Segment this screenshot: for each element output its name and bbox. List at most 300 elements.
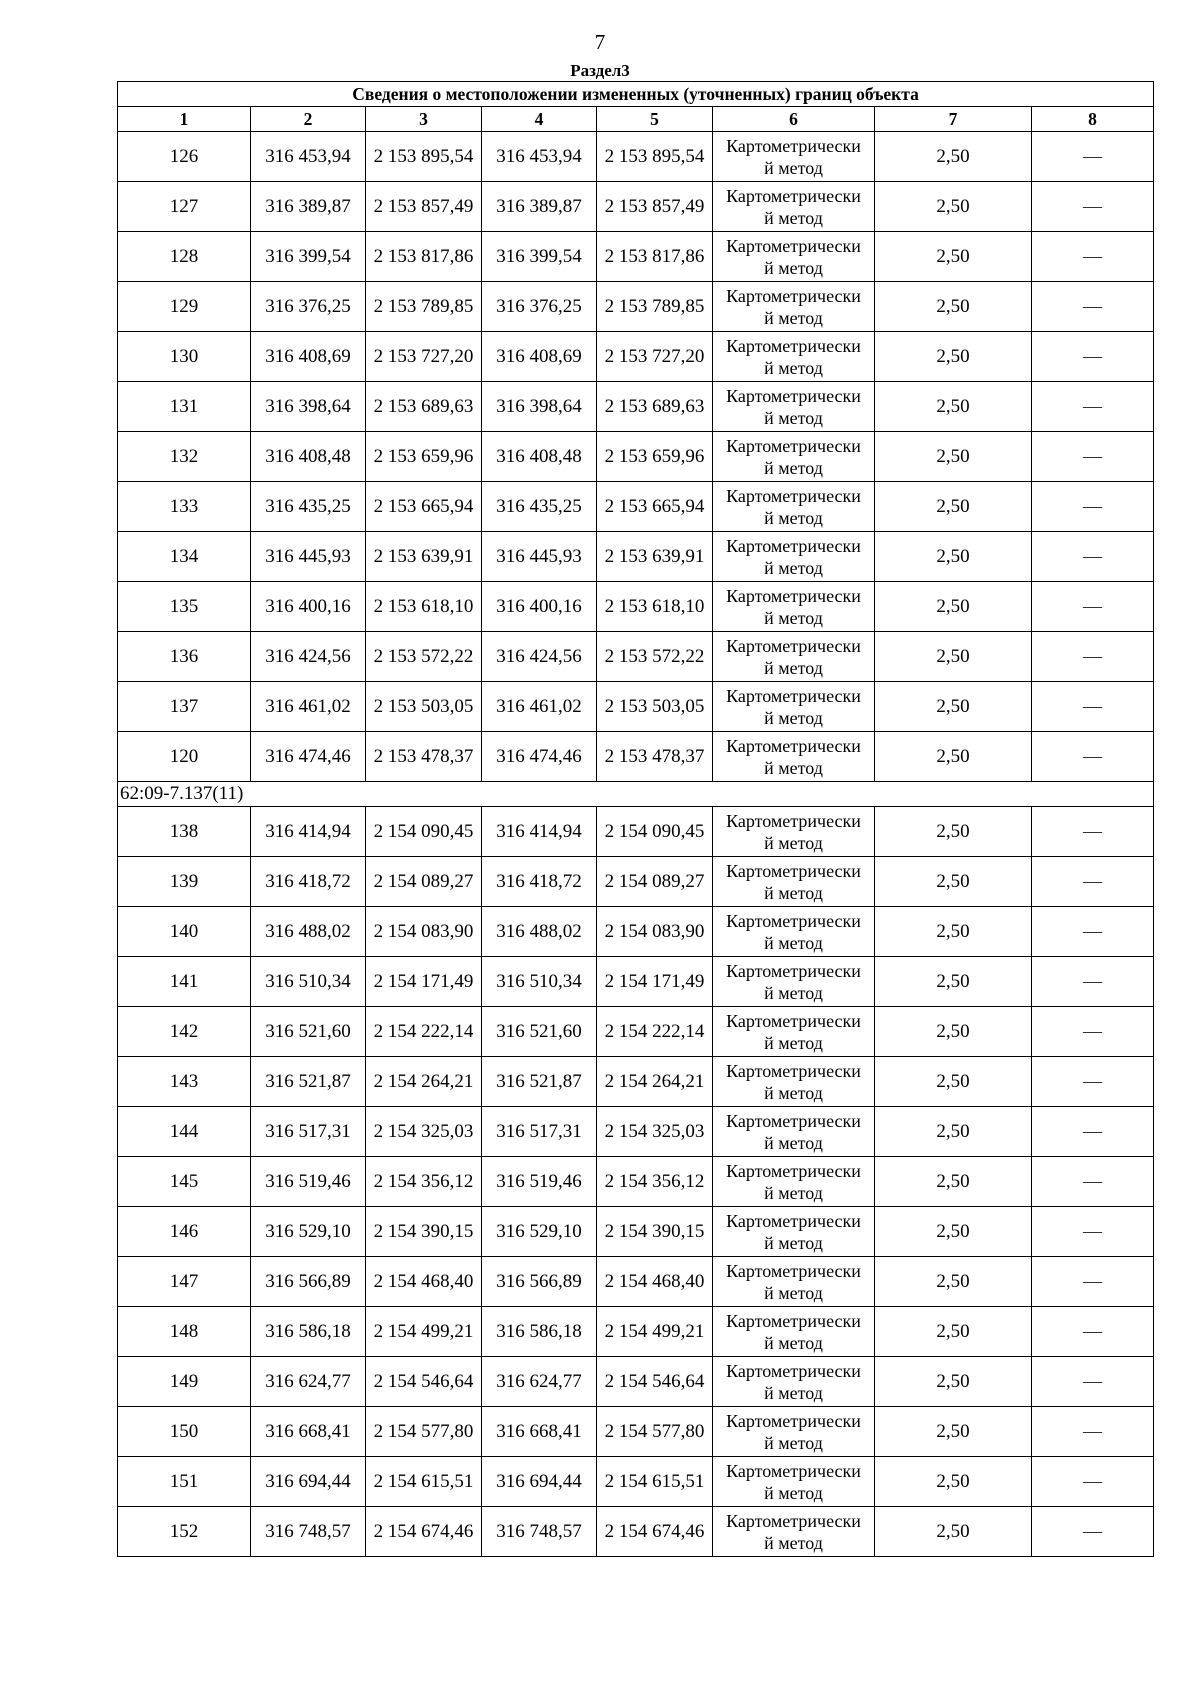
description-cell: — bbox=[1032, 1507, 1154, 1557]
point-number-cell: 148 bbox=[118, 1307, 251, 1357]
point-number-cell: 128 bbox=[118, 232, 251, 282]
y-coordinate-cell: 2 153 789,85 bbox=[597, 282, 713, 332]
x-coordinate-cell: 316 624,77 bbox=[251, 1357, 366, 1407]
x-coordinate-cell: 316 376,25 bbox=[251, 282, 366, 332]
x-coordinate-cell: 316 400,16 bbox=[251, 582, 366, 632]
description-cell: — bbox=[1032, 1257, 1154, 1307]
point-number-cell: 141 bbox=[118, 957, 251, 1007]
y-coordinate-cell: 2 154 674,46 bbox=[597, 1507, 713, 1557]
method-text: Картометрически bbox=[726, 585, 861, 606]
method-text: й метод bbox=[764, 507, 823, 528]
description-cell: — bbox=[1032, 332, 1154, 382]
method-cell bbox=[713, 132, 875, 182]
method-text: Картометрически bbox=[726, 860, 861, 881]
method-text: Картометрически bbox=[726, 1110, 861, 1131]
method-cell bbox=[713, 1357, 875, 1407]
table-row bbox=[118, 232, 1154, 282]
method-cell bbox=[713, 1257, 875, 1307]
y-coordinate-cell: 2 154 089,27 bbox=[597, 857, 713, 907]
x-coordinate-cell: 316 398,64 bbox=[251, 382, 366, 432]
x-coordinate-cell: 316 586,18 bbox=[251, 1307, 366, 1357]
method-text: й метод bbox=[764, 1182, 823, 1203]
description-cell: — bbox=[1032, 582, 1154, 632]
table-row bbox=[118, 907, 1154, 957]
description-cell: — bbox=[1032, 482, 1154, 532]
table-row bbox=[118, 282, 1154, 332]
accuracy-cell: 2,50 bbox=[875, 232, 1032, 282]
accuracy-cell: 2,50 bbox=[875, 682, 1032, 732]
x-coordinate-cell: 316 408,69 bbox=[482, 332, 597, 382]
method-text: Картометрически bbox=[726, 1360, 861, 1381]
y-coordinate-cell: 2 154 083,90 bbox=[366, 907, 482, 957]
method-text: Картометрически bbox=[726, 1310, 861, 1331]
method-cell bbox=[713, 1157, 875, 1207]
table-row bbox=[118, 632, 1154, 682]
method-text: й метод bbox=[764, 1232, 823, 1253]
x-coordinate-cell: 316 521,60 bbox=[482, 1007, 597, 1057]
point-number-cell: 147 bbox=[118, 1257, 251, 1307]
y-coordinate-cell: 2 154 171,49 bbox=[366, 957, 482, 1007]
method-text: й метод bbox=[764, 932, 823, 953]
method-text: й метод bbox=[764, 407, 823, 428]
y-coordinate-cell: 2 153 895,54 bbox=[597, 132, 713, 182]
method-text: Картометрически bbox=[726, 1260, 861, 1281]
method-text: Картометрически bbox=[726, 435, 861, 456]
description-cell: — bbox=[1032, 1457, 1154, 1507]
table-row bbox=[118, 1457, 1154, 1507]
method-text: Картометрически bbox=[726, 1210, 861, 1231]
accuracy-cell: 2,50 bbox=[875, 1507, 1032, 1557]
y-coordinate-cell: 2 153 659,96 bbox=[597, 432, 713, 482]
method-cell bbox=[713, 1507, 875, 1557]
column-header: 5 bbox=[597, 107, 713, 132]
y-coordinate-cell: 2 154 499,21 bbox=[366, 1307, 482, 1357]
accuracy-cell: 2,50 bbox=[875, 1057, 1032, 1107]
accuracy-cell: 2,50 bbox=[875, 582, 1032, 632]
method-text: Картометрически bbox=[726, 735, 861, 756]
y-coordinate-cell: 2 153 572,22 bbox=[366, 632, 482, 682]
accuracy-cell: 2,50 bbox=[875, 732, 1032, 782]
point-number-cell: 152 bbox=[118, 1507, 251, 1557]
x-coordinate-cell: 316 389,87 bbox=[251, 182, 366, 232]
group-label-row bbox=[118, 782, 1154, 807]
description-cell: — bbox=[1032, 1307, 1154, 1357]
method-cell bbox=[713, 732, 875, 782]
x-coordinate-cell: 316 414,94 bbox=[482, 807, 597, 857]
point-number-cell: 132 bbox=[118, 432, 251, 482]
x-coordinate-cell: 316 510,34 bbox=[251, 957, 366, 1007]
column-header: 2 bbox=[251, 107, 366, 132]
point-number-cell: 120 bbox=[118, 732, 251, 782]
y-coordinate-cell: 2 154 546,64 bbox=[597, 1357, 713, 1407]
y-coordinate-cell: 2 154 356,12 bbox=[366, 1157, 482, 1207]
method-text: й метод bbox=[764, 357, 823, 378]
method-cell bbox=[713, 632, 875, 682]
table-row bbox=[118, 1407, 1154, 1457]
accuracy-cell: 2,50 bbox=[875, 1307, 1032, 1357]
description-cell: — bbox=[1032, 282, 1154, 332]
x-coordinate-cell: 316 624,77 bbox=[482, 1357, 597, 1407]
x-coordinate-cell: 316 400,16 bbox=[482, 582, 597, 632]
table-body bbox=[118, 132, 1154, 1557]
x-coordinate-cell: 316 474,46 bbox=[251, 732, 366, 782]
column-header: 6 bbox=[713, 107, 875, 132]
method-cell bbox=[713, 382, 875, 432]
table-row bbox=[118, 857, 1154, 907]
y-coordinate-cell: 2 154 090,45 bbox=[597, 807, 713, 857]
method-text: й метод bbox=[764, 832, 823, 853]
point-number-cell: 149 bbox=[118, 1357, 251, 1407]
description-cell: — bbox=[1032, 182, 1154, 232]
point-number-cell: 126 bbox=[118, 132, 251, 182]
y-coordinate-cell: 2 153 817,86 bbox=[597, 232, 713, 282]
x-coordinate-cell: 316 488,02 bbox=[482, 907, 597, 957]
method-cell bbox=[713, 1407, 875, 1457]
table-row bbox=[118, 532, 1154, 582]
accuracy-cell: 2,50 bbox=[875, 1157, 1032, 1207]
x-coordinate-cell: 316 586,18 bbox=[482, 1307, 597, 1357]
description-cell: — bbox=[1032, 857, 1154, 907]
x-coordinate-cell: 316 399,54 bbox=[251, 232, 366, 282]
point-number-cell: 138 bbox=[118, 807, 251, 857]
method-cell bbox=[713, 582, 875, 632]
y-coordinate-cell: 2 153 689,63 bbox=[366, 382, 482, 432]
table-row bbox=[118, 132, 1154, 182]
method-text: й метод bbox=[764, 1532, 823, 1553]
y-coordinate-cell: 2 153 727,20 bbox=[597, 332, 713, 382]
x-coordinate-cell: 316 424,56 bbox=[251, 632, 366, 682]
method-text: й метод bbox=[764, 157, 823, 178]
table-row bbox=[118, 432, 1154, 482]
point-number-cell: 134 bbox=[118, 532, 251, 582]
table-row bbox=[118, 582, 1154, 632]
method-text: Картометрически bbox=[726, 1510, 861, 1531]
x-coordinate-cell: 316 376,25 bbox=[482, 282, 597, 332]
table-row bbox=[118, 482, 1154, 532]
method-cell bbox=[713, 957, 875, 1007]
table-row bbox=[118, 1207, 1154, 1257]
column-header: 8 bbox=[1032, 107, 1154, 132]
description-cell: — bbox=[1032, 1407, 1154, 1457]
x-coordinate-cell: 316 521,87 bbox=[482, 1057, 597, 1107]
y-coordinate-cell: 2 154 325,03 bbox=[366, 1107, 482, 1157]
y-coordinate-cell: 2 154 090,45 bbox=[366, 807, 482, 857]
method-text: й метод bbox=[764, 1032, 823, 1053]
method-text: й метод bbox=[764, 257, 823, 278]
y-coordinate-cell: 2 153 895,54 bbox=[366, 132, 482, 182]
method-text: й метод bbox=[764, 1332, 823, 1353]
y-coordinate-cell: 2 154 264,21 bbox=[366, 1057, 482, 1107]
table-row bbox=[118, 1357, 1154, 1407]
column-header: 4 bbox=[482, 107, 597, 132]
y-coordinate-cell: 2 154 083,90 bbox=[597, 907, 713, 957]
table-row bbox=[118, 1107, 1154, 1157]
point-number-cell: 144 bbox=[118, 1107, 251, 1157]
method-text: Картометрически bbox=[726, 1410, 861, 1431]
y-coordinate-cell: 2 153 618,10 bbox=[597, 582, 713, 632]
x-coordinate-cell: 316 461,02 bbox=[251, 682, 366, 732]
description-cell: — bbox=[1032, 232, 1154, 282]
method-cell bbox=[713, 857, 875, 907]
method-text: й метод bbox=[764, 207, 823, 228]
column-header: 1 bbox=[118, 107, 251, 132]
y-coordinate-cell: 2 154 222,14 bbox=[597, 1007, 713, 1057]
column-number-row bbox=[118, 107, 1154, 132]
y-coordinate-cell: 2 154 325,03 bbox=[597, 1107, 713, 1157]
description-cell: — bbox=[1032, 957, 1154, 1007]
y-coordinate-cell: 2 153 659,96 bbox=[366, 432, 482, 482]
method-text: й метод bbox=[764, 757, 823, 778]
accuracy-cell: 2,50 bbox=[875, 1207, 1032, 1257]
table-caption: Сведения о местоположении измененных (уточненных) границ объекта bbox=[118, 82, 1154, 107]
method-text: й метод bbox=[764, 557, 823, 578]
x-coordinate-cell: 316 414,94 bbox=[251, 807, 366, 857]
description-cell: — bbox=[1032, 132, 1154, 182]
description-cell: — bbox=[1032, 907, 1154, 957]
y-coordinate-cell: 2 154 577,80 bbox=[366, 1407, 482, 1457]
point-number-cell: 151 bbox=[118, 1457, 251, 1507]
x-coordinate-cell: 316 445,93 bbox=[482, 532, 597, 582]
point-number-cell: 129 bbox=[118, 282, 251, 332]
method-cell bbox=[713, 332, 875, 382]
method-text: Картометрически bbox=[726, 1160, 861, 1181]
accuracy-cell: 2,50 bbox=[875, 1107, 1032, 1157]
method-text: й метод bbox=[764, 1082, 823, 1103]
description-cell: — bbox=[1032, 632, 1154, 682]
table-row bbox=[118, 1157, 1154, 1207]
y-coordinate-cell: 2 153 478,37 bbox=[597, 732, 713, 782]
accuracy-cell: 2,50 bbox=[875, 1357, 1032, 1407]
y-coordinate-cell: 2 154 577,80 bbox=[597, 1407, 713, 1457]
accuracy-cell: 2,50 bbox=[875, 532, 1032, 582]
description-cell: — bbox=[1032, 1107, 1154, 1157]
accuracy-cell: 2,50 bbox=[875, 1457, 1032, 1507]
method-text: Картометрически bbox=[726, 910, 861, 931]
x-coordinate-cell: 316 418,72 bbox=[251, 857, 366, 907]
method-text: Картометрически bbox=[726, 685, 861, 706]
y-coordinate-cell: 2 154 546,64 bbox=[366, 1357, 482, 1407]
point-number-cell: 145 bbox=[118, 1157, 251, 1207]
method-text: Картометрически bbox=[726, 385, 861, 406]
accuracy-cell: 2,50 bbox=[875, 857, 1032, 907]
x-coordinate-cell: 316 474,46 bbox=[482, 732, 597, 782]
description-cell: — bbox=[1032, 1057, 1154, 1107]
method-cell bbox=[713, 532, 875, 582]
x-coordinate-cell: 316 521,87 bbox=[251, 1057, 366, 1107]
description-cell: — bbox=[1032, 432, 1154, 482]
x-coordinate-cell: 316 510,34 bbox=[482, 957, 597, 1007]
column-header: 7 bbox=[875, 107, 1032, 132]
page-number: 7 bbox=[594, 30, 606, 54]
x-coordinate-cell: 316 668,41 bbox=[482, 1407, 597, 1457]
table-row bbox=[118, 1007, 1154, 1057]
y-coordinate-cell: 2 154 089,27 bbox=[366, 857, 482, 907]
y-coordinate-cell: 2 154 615,51 bbox=[366, 1457, 482, 1507]
x-coordinate-cell: 316 517,31 bbox=[251, 1107, 366, 1157]
point-number-cell: 137 bbox=[118, 682, 251, 732]
accuracy-cell: 2,50 bbox=[875, 382, 1032, 432]
y-coordinate-cell: 2 153 857,49 bbox=[366, 182, 482, 232]
method-text: Картометрически bbox=[726, 285, 861, 306]
x-coordinate-cell: 316 399,54 bbox=[482, 232, 597, 282]
y-coordinate-cell: 2 154 390,15 bbox=[366, 1207, 482, 1257]
description-cell: — bbox=[1032, 807, 1154, 857]
method-text: й метод bbox=[764, 1382, 823, 1403]
method-text: й метод bbox=[764, 1432, 823, 1453]
point-number-cell: 136 bbox=[118, 632, 251, 682]
y-coordinate-cell: 2 153 727,20 bbox=[366, 332, 482, 382]
point-number-cell: 131 bbox=[118, 382, 251, 432]
x-coordinate-cell: 316 408,69 bbox=[251, 332, 366, 382]
method-cell bbox=[713, 1007, 875, 1057]
x-coordinate-cell: 316 389,87 bbox=[482, 182, 597, 232]
y-coordinate-cell: 2 154 615,51 bbox=[597, 1457, 713, 1507]
table-row bbox=[118, 332, 1154, 382]
description-cell: — bbox=[1032, 1157, 1154, 1207]
method-cell bbox=[713, 282, 875, 332]
point-number-cell: 135 bbox=[118, 582, 251, 632]
x-coordinate-cell: 316 453,94 bbox=[251, 132, 366, 182]
x-coordinate-cell: 316 445,93 bbox=[251, 532, 366, 582]
x-coordinate-cell: 316 748,57 bbox=[482, 1507, 597, 1557]
y-coordinate-cell: 2 154 356,12 bbox=[597, 1157, 713, 1207]
accuracy-cell: 2,50 bbox=[875, 482, 1032, 532]
accuracy-cell: 2,50 bbox=[875, 957, 1032, 1007]
table-row bbox=[118, 1507, 1154, 1557]
accuracy-cell: 2,50 bbox=[875, 432, 1032, 482]
x-coordinate-cell: 316 408,48 bbox=[482, 432, 597, 482]
description-cell: — bbox=[1032, 532, 1154, 582]
x-coordinate-cell: 316 694,44 bbox=[482, 1457, 597, 1507]
method-text: Картометрически bbox=[726, 335, 861, 356]
method-text: Картометрически bbox=[726, 235, 861, 256]
point-number-cell: 142 bbox=[118, 1007, 251, 1057]
table-row bbox=[118, 807, 1154, 857]
x-coordinate-cell: 316 408,48 bbox=[251, 432, 366, 482]
point-number-cell: 130 bbox=[118, 332, 251, 382]
y-coordinate-cell: 2 154 468,40 bbox=[366, 1257, 482, 1307]
method-text: й метод bbox=[764, 882, 823, 903]
description-cell: — bbox=[1032, 732, 1154, 782]
method-cell bbox=[713, 1107, 875, 1157]
boundary-coordinates-table bbox=[117, 81, 1154, 1557]
method-text: Картометрически bbox=[726, 1060, 861, 1081]
accuracy-cell: 2,50 bbox=[875, 182, 1032, 232]
method-text: й метод bbox=[764, 457, 823, 478]
y-coordinate-cell: 2 154 222,14 bbox=[366, 1007, 482, 1057]
description-cell: — bbox=[1032, 1007, 1154, 1057]
x-coordinate-cell: 316 519,46 bbox=[482, 1157, 597, 1207]
point-number-cell: 139 bbox=[118, 857, 251, 907]
x-coordinate-cell: 316 488,02 bbox=[251, 907, 366, 957]
y-coordinate-cell: 2 153 503,05 bbox=[597, 682, 713, 732]
y-coordinate-cell: 2 153 572,22 bbox=[597, 632, 713, 682]
method-text: Картометрически bbox=[726, 1010, 861, 1031]
method-cell bbox=[713, 907, 875, 957]
method-text: й метод bbox=[764, 707, 823, 728]
method-text: Картометрически bbox=[726, 635, 861, 656]
accuracy-cell: 2,50 bbox=[875, 282, 1032, 332]
y-coordinate-cell: 2 153 665,94 bbox=[366, 482, 482, 532]
table-row bbox=[118, 682, 1154, 732]
y-coordinate-cell: 2 153 789,85 bbox=[366, 282, 482, 332]
y-coordinate-cell: 2 153 689,63 bbox=[597, 382, 713, 432]
x-coordinate-cell: 316 519,46 bbox=[251, 1157, 366, 1207]
y-coordinate-cell: 2 153 639,91 bbox=[597, 532, 713, 582]
y-coordinate-cell: 2 154 264,21 bbox=[597, 1057, 713, 1107]
y-coordinate-cell: 2 153 503,05 bbox=[366, 682, 482, 732]
point-number-cell: 146 bbox=[118, 1207, 251, 1257]
x-coordinate-cell: 316 521,60 bbox=[251, 1007, 366, 1057]
method-text: й метод bbox=[764, 607, 823, 628]
x-coordinate-cell: 316 566,89 bbox=[482, 1257, 597, 1307]
section-title: Раздел3 bbox=[570, 61, 630, 80]
x-coordinate-cell: 316 424,56 bbox=[482, 632, 597, 682]
y-coordinate-cell: 2 153 665,94 bbox=[597, 482, 713, 532]
accuracy-cell: 2,50 bbox=[875, 1407, 1032, 1457]
table-row bbox=[118, 957, 1154, 1007]
description-cell: — bbox=[1032, 1357, 1154, 1407]
x-coordinate-cell: 316 529,10 bbox=[482, 1207, 597, 1257]
method-cell bbox=[713, 1307, 875, 1357]
x-coordinate-cell: 316 517,31 bbox=[482, 1107, 597, 1157]
method-text: Картометрически bbox=[726, 485, 861, 506]
accuracy-cell: 2,50 bbox=[875, 807, 1032, 857]
method-text: й метод bbox=[764, 1282, 823, 1303]
x-coordinate-cell: 316 694,44 bbox=[251, 1457, 366, 1507]
method-text: й метод bbox=[764, 307, 823, 328]
y-coordinate-cell: 2 153 817,86 bbox=[366, 232, 482, 282]
method-cell bbox=[713, 1207, 875, 1257]
method-text: й метод bbox=[764, 657, 823, 678]
method-cell bbox=[713, 682, 875, 732]
method-text: й метод bbox=[764, 1132, 823, 1153]
method-cell bbox=[713, 232, 875, 282]
y-coordinate-cell: 2 154 499,21 bbox=[597, 1307, 713, 1357]
table-row bbox=[118, 1057, 1154, 1107]
point-number-cell: 133 bbox=[118, 482, 251, 532]
method-cell bbox=[713, 807, 875, 857]
method-text: Картометрически bbox=[726, 810, 861, 831]
accuracy-cell: 2,50 bbox=[875, 332, 1032, 382]
x-coordinate-cell: 316 398,64 bbox=[482, 382, 597, 432]
method-cell bbox=[713, 182, 875, 232]
x-coordinate-cell: 316 453,94 bbox=[482, 132, 597, 182]
table-row bbox=[118, 1307, 1154, 1357]
point-number-cell: 150 bbox=[118, 1407, 251, 1457]
method-cell bbox=[713, 1057, 875, 1107]
y-coordinate-cell: 2 154 390,15 bbox=[597, 1207, 713, 1257]
y-coordinate-cell: 2 153 478,37 bbox=[366, 732, 482, 782]
y-coordinate-cell: 2 154 171,49 bbox=[597, 957, 713, 1007]
table-row bbox=[118, 382, 1154, 432]
method-text: й метод bbox=[764, 982, 823, 1003]
method-cell bbox=[713, 482, 875, 532]
method-cell bbox=[713, 432, 875, 482]
table-row bbox=[118, 732, 1154, 782]
x-coordinate-cell: 316 461,02 bbox=[482, 682, 597, 732]
y-coordinate-cell: 2 153 618,10 bbox=[366, 582, 482, 632]
x-coordinate-cell: 316 668,41 bbox=[251, 1407, 366, 1457]
accuracy-cell: 2,50 bbox=[875, 1007, 1032, 1057]
y-coordinate-cell: 2 153 857,49 bbox=[597, 182, 713, 232]
point-number-cell: 127 bbox=[118, 182, 251, 232]
y-coordinate-cell: 2 153 639,91 bbox=[366, 532, 482, 582]
description-cell: — bbox=[1032, 1207, 1154, 1257]
y-coordinate-cell: 2 154 674,46 bbox=[366, 1507, 482, 1557]
accuracy-cell: 2,50 bbox=[875, 907, 1032, 957]
method-text: Картометрически bbox=[726, 135, 861, 156]
